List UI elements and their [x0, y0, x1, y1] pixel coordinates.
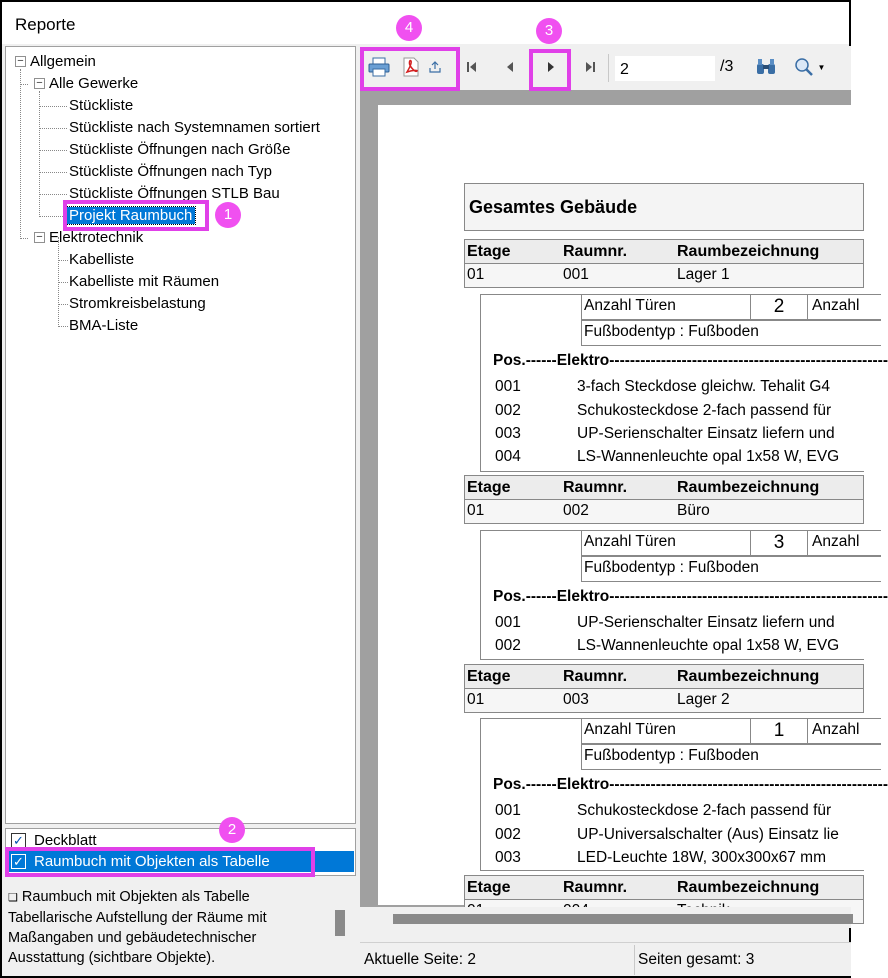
attr-label: Fußbodentyp : Fußboden: [584, 747, 759, 764]
header-raumbez: Raumbezeichnung: [677, 479, 820, 496]
report-preview[interactable]: [360, 90, 888, 928]
tree-item-label: Stückliste nach Systemnamen sortiert: [69, 119, 320, 136]
item-pos: 003: [495, 425, 521, 442]
room-etage: 01: [467, 502, 485, 519]
attr-label: Anzahl: [812, 297, 860, 314]
tree-item-label: Stückliste Öffnungen nach Typ: [69, 163, 272, 180]
report-title: Gesamtes Gebäude: [469, 197, 638, 217]
tree-item-label: Stromkreisbelastung: [69, 295, 206, 312]
room-raumnr: 001: [563, 266, 589, 283]
export-button[interactable]: [424, 56, 446, 78]
tree-line: [58, 304, 68, 305]
description-title: Raumbuch mit Objekten als Tabelle: [21, 889, 250, 905]
attr-label: Anzahl: [812, 721, 860, 738]
status-separator: [634, 945, 635, 975]
attr-label: Anzahl: [812, 533, 860, 550]
tree-line: [58, 326, 68, 327]
attr-row-tueren: [581, 718, 881, 744]
attr-label: Fußbodentyp : Fußboden: [584, 323, 759, 340]
item-pos: 001: [495, 378, 521, 395]
title-bar: [2, 2, 849, 44]
attr-row-tueren: [581, 530, 881, 556]
pos-header: Pos.------Elektro------------------------------------------------------: [493, 352, 888, 369]
tree-item-stueckliste-systemnamen[interactable]: [69, 118, 320, 138]
tree-item-label-selected: Projekt Raumbuch: [66, 207, 195, 224]
item-pos: 002: [495, 826, 521, 843]
report-page: [378, 105, 888, 905]
collapse-icon[interactable]: −: [15, 56, 26, 67]
item-text: UP-Universalschalter (Aus) Einsatz lie: [577, 826, 839, 843]
collapse-icon[interactable]: −: [34, 78, 45, 89]
tree-node-alle-gewerke[interactable]: [49, 74, 138, 94]
tree-item-label: Stückliste: [69, 97, 134, 114]
tree-item-label: Stückliste Öffnungen nach Größe: [69, 141, 291, 158]
tree-line: [39, 194, 67, 195]
tree-item-projekt-raumbuch[interactable]: [66, 206, 195, 226]
tree-node-label: Allgemein: [30, 53, 96, 70]
room-name: Lager 1: [677, 266, 730, 283]
last-page-icon: [583, 60, 597, 74]
item-text: LED-Leuchte 18W, 300x300x67 mm: [577, 849, 826, 866]
tree-item-label: Stückliste Öffnungen STLB Bau: [69, 185, 280, 202]
print-button[interactable]: [368, 56, 390, 78]
room-detail: [480, 718, 888, 871]
last-page-button[interactable]: [579, 56, 601, 78]
current-page-status: Aktuelle Seite: 2: [364, 951, 477, 968]
attr-row-tueren: [581, 294, 881, 320]
tree-line: [39, 172, 67, 173]
room-name: Lager 2: [677, 691, 730, 708]
section-deckblatt[interactable]: [7, 830, 354, 851]
item-pos: 002: [495, 637, 521, 654]
attr-label: Fußbodentyp : Fußboden: [584, 559, 759, 576]
section-raumbuch-tabelle[interactable]: [7, 851, 354, 872]
tree-item-kabelliste-raeume[interactable]: [69, 272, 219, 292]
tree-item-label: Kabelliste: [69, 251, 135, 268]
section-label: Deckblatt: [34, 832, 97, 849]
room-header-row: [464, 475, 864, 500]
callout-badge-4: 4: [396, 15, 422, 41]
item-text: LS-Wannenleuchte opal 1x58 W, EVG: [577, 448, 840, 465]
report-description: [5, 883, 356, 976]
attr-row-boden: [581, 744, 881, 770]
tree-node-label: Alle Gewerke: [49, 75, 139, 92]
room-raumnr: 002: [563, 502, 589, 519]
header-etage: Etage: [467, 879, 511, 896]
item-text: Schukosteckdose 2-fach passend für: [577, 802, 832, 819]
callout-badge-1: 1: [215, 202, 241, 228]
pos-header: Pos.------Elektro------------------------------------------------------: [493, 588, 888, 605]
tree-line: [20, 238, 28, 239]
next-page-icon: [544, 60, 558, 74]
first-page-button[interactable]: [461, 56, 483, 78]
zoom-dropdown-button[interactable]: [790, 56, 828, 78]
checkbox-checked-icon[interactable]: ✓: [11, 854, 26, 869]
description-body: Tabellarische Aufstellung der Räume mit Maßangaben und gebäudetechnischer Ausstattung (sichtbare Objekte).: [8, 910, 267, 966]
tree-line: [39, 216, 67, 217]
callout-badge-3: 3: [536, 18, 562, 44]
item-pos: 001: [495, 614, 521, 631]
tree-item-oeffnungen-stlb[interactable]: [69, 184, 280, 204]
tree-line: [39, 128, 67, 129]
room-raumnr: 003: [563, 691, 589, 708]
tree-line: [39, 106, 67, 107]
item-text: 3-fach Steckdose gleichw. Tehalit G4: [577, 378, 831, 395]
header-etage: Etage: [467, 668, 511, 685]
total-pages-status: Seiten gesamt: 3: [638, 951, 755, 968]
preview-toolbar: [360, 46, 851, 90]
room-name: Büro: [677, 502, 710, 519]
tree-line: [39, 91, 40, 215]
room-etage: 01: [467, 691, 485, 708]
prev-page-icon: [503, 60, 517, 74]
pdf-icon: [402, 57, 420, 77]
tree-node-allgemein[interactable]: [30, 52, 96, 72]
find-button[interactable]: [755, 56, 777, 78]
next-page-button[interactable]: [540, 56, 562, 78]
item-text: LS-Wannenleuchte opal 1x58 W, EVG: [577, 637, 840, 654]
item-text: Schukosteckdose 2-fach passend für: [577, 402, 832, 419]
item-pos: 001: [495, 802, 521, 819]
header-raumnr: Raumnr.: [563, 243, 628, 260]
room-value-row: [464, 689, 864, 713]
print-icon: [368, 57, 390, 77]
tree-line: [58, 237, 59, 325]
tree-item-label: BMA-Liste: [69, 317, 139, 334]
attr-label: Anzahl Türen: [584, 297, 676, 314]
attr-label: Anzahl Türen: [584, 533, 676, 550]
section-label: Raumbuch mit Objekten als Tabelle: [34, 853, 270, 870]
room-detail: [480, 530, 888, 660]
preview-horizontal-scrollbar[interactable]: [360, 907, 851, 928]
room-header-row: [464, 239, 864, 264]
header-raumnr: Raumnr.: [563, 879, 628, 896]
room-value-row: [464, 500, 864, 524]
pos-header: Pos.------Elektro------------------------------------------------------: [493, 776, 888, 793]
item-text: UP-Serienschalter Einsatz liefern und: [577, 614, 835, 631]
collapse-icon[interactable]: −: [34, 232, 45, 243]
status-bar: [360, 942, 851, 976]
tree-line: [39, 150, 67, 151]
room-value-row: [464, 264, 864, 288]
prev-page-button[interactable]: [499, 56, 521, 78]
tree-item-oeffnungen-typ[interactable]: [69, 162, 272, 182]
item-text: UP-Serienschalter Einsatz liefern und: [577, 425, 835, 442]
toolbar-separator: [456, 54, 457, 82]
room-etage: 01: [467, 266, 485, 283]
attr-row-boden: [581, 556, 881, 582]
report-header: [464, 183, 864, 231]
header-etage: Etage: [467, 479, 511, 496]
tree-item-oeffnungen-groesse[interactable]: [69, 140, 291, 160]
header-raumbez: Raumbezeichnung: [677, 668, 820, 685]
page-number-input[interactable]: 2: [614, 55, 716, 82]
description-text: [8, 887, 328, 968]
room-detail: [480, 294, 888, 472]
report-tree[interactable]: [5, 46, 356, 824]
checkbox-checked-icon[interactable]: ✓: [11, 833, 26, 848]
header-etage: Etage: [467, 243, 511, 260]
tree-line: [20, 69, 21, 239]
room-header-row: [464, 664, 864, 689]
tree-line: [20, 84, 28, 85]
find-icon: [755, 58, 777, 76]
header-raumbez: Raumbezeichnung: [677, 879, 820, 896]
pdf-export-button[interactable]: [400, 56, 422, 78]
tree-line: [58, 260, 68, 261]
tree-item-label: Kabelliste mit Räumen: [69, 273, 220, 290]
item-pos: 004: [495, 448, 521, 465]
header-raumnr: Raumnr.: [563, 479, 628, 496]
checkbox-small-icon: ❑: [8, 892, 18, 904]
header-raumnr: Raumnr.: [563, 668, 628, 685]
attr-row-boden: [581, 320, 881, 346]
tree-item-stromkreisbelastung[interactable]: [69, 294, 206, 314]
item-pos: 002: [495, 402, 521, 419]
attr-value: 2: [750, 295, 808, 319]
chevron-down-icon: ▼: [817, 62, 826, 72]
attr-value: 3: [750, 531, 808, 555]
window-title: Reporte: [15, 15, 76, 34]
header-raumbez: Raumbezeichnung: [677, 243, 820, 260]
attr-value: 1: [750, 719, 808, 743]
scrollbar-thumb[interactable]: [393, 914, 853, 924]
tree-item-stueckliste[interactable]: [69, 96, 133, 116]
tree-node-label: Elektrotechnik: [49, 229, 144, 246]
tree-item-bma-liste[interactable]: [69, 316, 138, 336]
room-header-row: [464, 875, 864, 900]
zoom-icon: [793, 57, 815, 77]
first-page-icon: [465, 60, 479, 74]
tree-node-elektrotechnik[interactable]: [49, 228, 143, 248]
report-section-list[interactable]: [5, 828, 356, 876]
callout-badge-2: 2: [219, 817, 245, 843]
attr-label: Anzahl Türen: [584, 721, 676, 738]
item-pos: 003: [495, 849, 521, 866]
toolbar-separator: [608, 54, 609, 82]
page-total-label: /3: [720, 58, 734, 75]
tree-item-kabelliste[interactable]: [69, 250, 134, 270]
description-scrollbar[interactable]: [335, 910, 345, 936]
tree-line: [58, 282, 68, 283]
export-icon: [427, 59, 443, 75]
